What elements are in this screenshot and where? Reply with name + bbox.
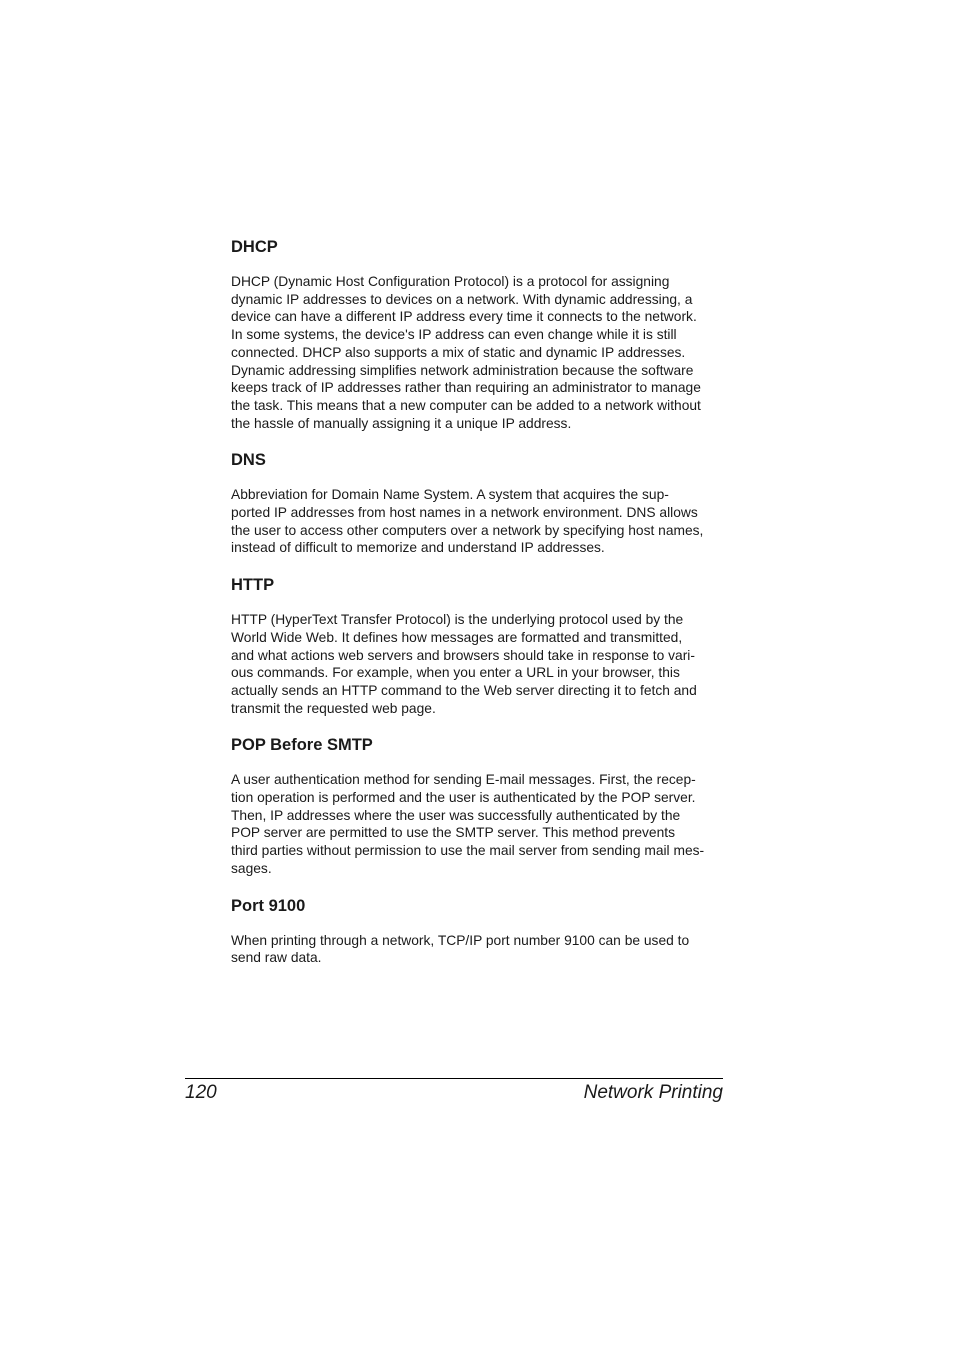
section-body: When printing through a network, TCP/IP port number 9100 can be used to send raw data. (231, 932, 690, 966)
section-heading: DNS (231, 451, 266, 470)
section-heading: DHCP (231, 238, 278, 256)
page-content (231, 236, 725, 984)
page-footer (185, 1081, 723, 1105)
section-body: DHCP (Dynamic Host Configuration Protocol) is a protocol for assigning dynamic IP addresses to devices on a network. With dynamic addressing, a device can have a different IP address every time it connects to the network. In some systems, the device's IP address can even change while it is still connected. DHCP also supports a mix of static and dynamic IP addresses. Dynamic addressing simplifies network administration because the software keeps track of IP addresses rather than requiring an administrator to manage the task. This means that a new computer can be added to a network without the hassle of manually assigning it a unique IP address. (231, 274, 701, 431)
section-port-9100 (231, 895, 725, 967)
section-heading: Port 9100 (231, 896, 306, 915)
section-body: Abbreviation for Domain Name System. A system that acquires the sup- ported IP addresses from host names in a network environment. DNS allows the user to access other computers over a network by specifying host names, instead of difficult to memorize and understand IP addresses. (231, 487, 704, 556)
section-pop-before-smtp (231, 734, 725, 877)
page-number: 120 (185, 1082, 217, 1103)
section-dns (231, 449, 725, 557)
section-body: HTTP (HyperText Transfer Protocol) is the underlying protocol used by the World Wide Web. It defines how messages are formatted and transmitted, and what actions web servers and browsers should take in response to vari- ous commands. For example, when you enter a URL in your browser, this actually sends an HTTP command to the Web server directing it to fetch and transmit the requested web page. (231, 612, 697, 716)
section-body: A user authentication method for sending E-mail messages. First, the recep- tion operation is performed and the user is authenticated by the POP server. Then, IP addresses where the user was successfully authenticated by the POP server are permitted to use the SMTP server. This method prevents third parties without permission to use the mail server from sending mail mes- sages. (231, 772, 705, 876)
section-heading: HTTP (231, 576, 275, 595)
section-http (231, 574, 725, 717)
chapter-title: Network Printing (583, 1082, 723, 1103)
footer-divider (185, 1078, 723, 1079)
section-heading: POP Before SMTP (231, 736, 373, 755)
section-dhcp (231, 236, 725, 432)
